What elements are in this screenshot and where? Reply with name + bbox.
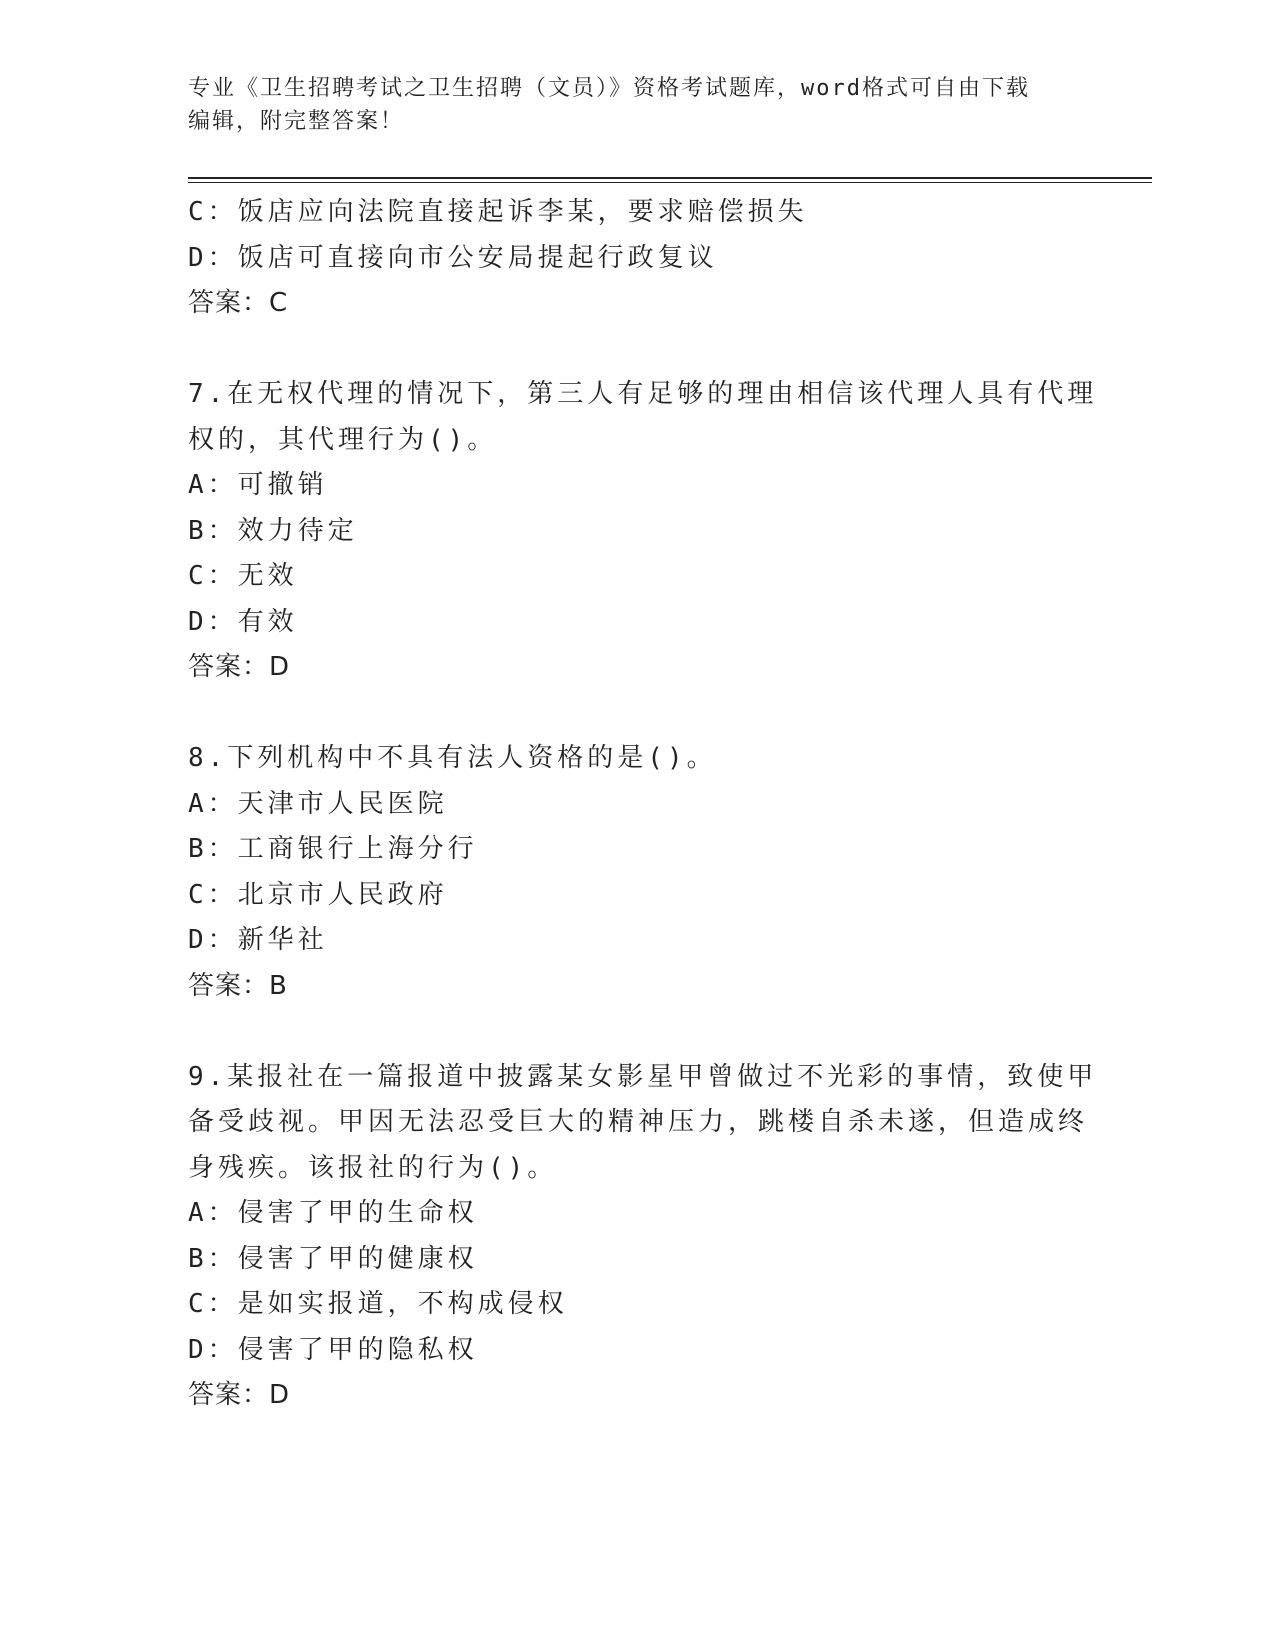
option-d: D：新华社	[188, 925, 328, 955]
option-b: B：侵害了甲的健康权	[188, 1243, 478, 1274]
header-divider-thin	[188, 182, 1152, 183]
document-header	[188, 72, 1088, 138]
question-stem	[188, 736, 1088, 782]
option-b: B：工商银行上海分行	[188, 834, 478, 864]
answer-line: 答案：C	[188, 288, 289, 318]
spacer	[188, 327, 1088, 373]
header-line-1: 专业《卫生招聘考试之卫生招聘（文员）》资格考试题库，word格式可自由下载	[188, 76, 1030, 101]
question-7	[188, 372, 1098, 691]
question-stem	[188, 372, 1098, 463]
option-b: B：效力待定	[188, 515, 358, 546]
previous-question-tail	[188, 190, 1088, 327]
header-divider-thick	[188, 177, 1152, 179]
question-9	[188, 1055, 1098, 1419]
stem-line: 身残疾。该报社的行为()。	[188, 1152, 558, 1183]
option-c: C：北京市人民政府	[188, 879, 448, 910]
spacer	[188, 1009, 1088, 1055]
question-8	[188, 736, 1088, 1009]
question-list	[188, 190, 1098, 1419]
option-d: D：侵害了甲的隐私权	[188, 1334, 478, 1365]
stem-line: 备受歧视。甲因无法忍受巨大的精神压力，跳楼自杀未遂，但造成终	[188, 1107, 1089, 1137]
answer-line: 答案：D	[188, 1380, 291, 1410]
answer-line: 答案：B	[188, 970, 288, 1001]
option-a: A：侵害了甲的生命权	[188, 1198, 478, 1228]
option-a: A：可撤销	[188, 470, 328, 500]
option-d: D：有效	[188, 606, 298, 637]
stem-line: 7.在无权代理的情况下，第三人有足够的理由相信该代理人具有代理	[188, 379, 1098, 409]
option-a: A：天津市人民医院	[188, 788, 448, 819]
stem-line: 9.某报社在一篇报道中披露某女影星甲曾做过不光彩的事情，致使甲	[188, 1061, 1098, 1092]
answer-line: 答案：D	[188, 652, 291, 682]
stem-line: 8.下列机构中不具有法人资格的是()。	[188, 743, 717, 773]
spacer	[188, 691, 1088, 737]
option-c: C：无效	[188, 561, 298, 591]
stem-line: 权的，其代理行为()。	[188, 424, 498, 455]
question-stem	[188, 1055, 1098, 1192]
option-c: C：是如实报道，不构成侵权	[188, 1289, 568, 1319]
option-d: D：饭店可直接向市公安局提起行政复议	[188, 242, 718, 273]
option-c: C：饭店应向法院直接起诉李某，要求赔偿损失	[188, 197, 808, 227]
header-line-2: 编辑，附完整答案！	[188, 109, 405, 134]
